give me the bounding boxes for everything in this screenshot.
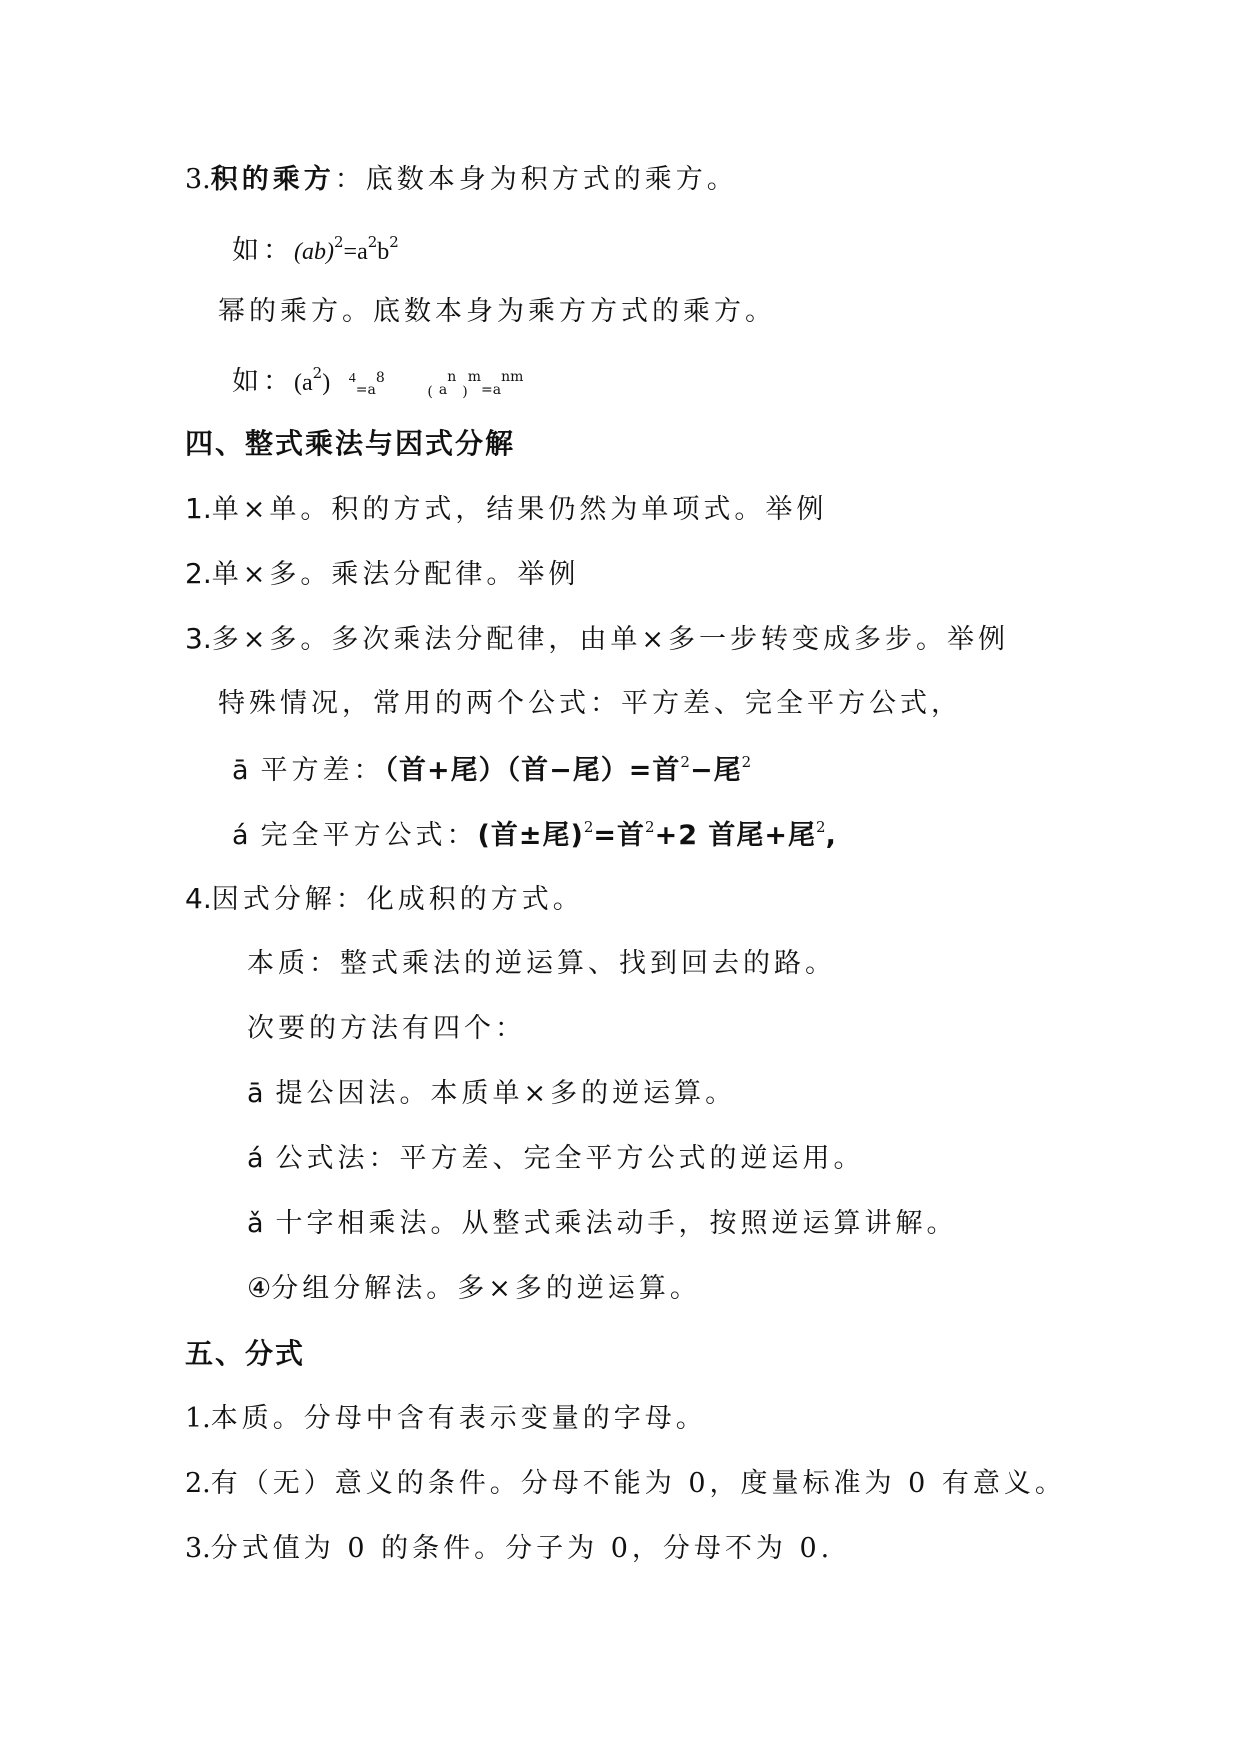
list-item bbox=[185, 1535, 833, 1562]
item-number: 3. bbox=[185, 164, 211, 195]
exponent: 2 bbox=[312, 364, 323, 382]
exponent-four: 4 bbox=[348, 371, 356, 386]
item-number: 4. bbox=[185, 882, 212, 915]
item-text: 多×多。多次乘法分配律，由单×多一步转变成多步。举例 bbox=[211, 624, 1009, 655]
method-text: 公式法：平方差、完全平方公式的逆运用。 bbox=[275, 1143, 865, 1174]
section-heading-4: 四、整式乘法与因式分解 bbox=[185, 427, 516, 460]
formula-rhs-b: b bbox=[377, 239, 390, 265]
formula-body: (首±尾) bbox=[477, 820, 584, 851]
paren-close: ) bbox=[462, 384, 468, 400]
item-text: 有（无）意义的条件。分母不能为 0，度量标准为 0 有意义。 bbox=[210, 1468, 1066, 1499]
equals-a: =a bbox=[481, 382, 502, 398]
item-number: 1. bbox=[185, 1403, 211, 1434]
exponent: 2 bbox=[583, 818, 594, 836]
formula-eq: =首 bbox=[593, 820, 646, 851]
section-heading-5: 五、分式 bbox=[185, 1337, 306, 1370]
item-text: 因式分解：化成积的方式。 bbox=[211, 884, 584, 915]
product-power-line bbox=[185, 166, 738, 193]
list-item bbox=[185, 557, 580, 590]
formula-close: ) bbox=[322, 370, 331, 396]
exponent: 2 bbox=[741, 753, 752, 771]
exponent: 2 bbox=[645, 818, 655, 836]
exponent: 2 bbox=[389, 233, 399, 251]
formula-lhs: (ab) bbox=[294, 239, 334, 265]
list-item bbox=[185, 492, 828, 525]
method-text: 提公因法。本质单×多的逆运算。 bbox=[275, 1078, 737, 1109]
formula-rhs-a: =a bbox=[343, 239, 368, 265]
item-number: 2. bbox=[185, 557, 212, 590]
item-number: 3. bbox=[185, 622, 212, 655]
example-product-power bbox=[232, 235, 399, 264]
method-item bbox=[247, 1080, 736, 1107]
bullet-marker: á bbox=[247, 1143, 264, 1174]
exponent-m: m bbox=[467, 369, 481, 385]
item-number: 2. bbox=[185, 1468, 211, 1499]
bullet-marker: á bbox=[232, 820, 249, 851]
method-item bbox=[247, 1275, 701, 1302]
list-item bbox=[185, 1470, 1066, 1497]
exponent-n: n bbox=[447, 369, 457, 385]
bullet-marker: ā bbox=[247, 1078, 264, 1109]
bullet-marker: ā bbox=[232, 755, 249, 786]
list-item bbox=[185, 1405, 707, 1432]
bullet-marker: ǎ bbox=[247, 1208, 264, 1239]
method-item bbox=[247, 1210, 958, 1237]
formula-mid: +2 首尾+尾 bbox=[654, 820, 817, 851]
formula-base: (a bbox=[294, 370, 313, 396]
exponent: 2 bbox=[367, 233, 378, 251]
item-text: 单×多。乘法分配律。举例 bbox=[211, 559, 580, 590]
example-prefix: 如： bbox=[232, 235, 294, 266]
exponent: 2 bbox=[680, 753, 690, 771]
item-text: 分式值为 0 的条件。分子为 0，分母不为 0. bbox=[210, 1533, 834, 1564]
power-of-power-line: 幂的乘方。底数本身为乘方方式的乘方。 bbox=[218, 296, 776, 327]
special-cases-line: 特殊情况，常用的两个公式：平方差、完全平方公式， bbox=[218, 688, 962, 719]
equals-a: =a bbox=[355, 382, 376, 398]
item-number: 3. bbox=[185, 1533, 211, 1564]
formula-perfect-square bbox=[232, 820, 840, 849]
method-text: 十字相乘法。从整式乘法动手，按照逆运算讲解。 bbox=[275, 1208, 958, 1239]
item-text: 本质。分母中含有表示变量的字母。 bbox=[210, 1403, 707, 1434]
formula-difference-of-squares bbox=[232, 755, 751, 784]
formula-label: 完全平方公式： bbox=[260, 820, 478, 851]
item-label: 积的乘方 bbox=[210, 164, 335, 195]
item-number: 1. bbox=[185, 492, 212, 525]
exponent-nm: nm bbox=[501, 369, 524, 385]
exponent-eight: 8 bbox=[375, 370, 385, 386]
item-text: 单×单。积的方式，结果仍然为单项式。举例 bbox=[211, 494, 828, 525]
list-item bbox=[185, 622, 1009, 655]
method-item bbox=[247, 1145, 865, 1172]
exponent: 2 bbox=[816, 818, 826, 836]
methods-intro: 次要的方法有四个： bbox=[247, 1013, 526, 1044]
list-item bbox=[185, 882, 584, 915]
bullet-marker: ④ bbox=[247, 1273, 272, 1304]
base-a: a bbox=[438, 382, 448, 398]
example-power-of-power bbox=[232, 364, 524, 400]
exponent: 2 bbox=[333, 233, 344, 251]
essence-line: 本质：整式乘法的逆运算、找到回去的路。 bbox=[247, 948, 836, 979]
formula-end: , bbox=[825, 820, 840, 851]
formula-label: 平方差： bbox=[260, 755, 385, 786]
method-text: 分组分解法。多×多的逆运算。 bbox=[271, 1273, 701, 1304]
formula-body: （首+尾）（首−尾）=首 bbox=[384, 755, 681, 786]
paren-open: ( bbox=[427, 384, 433, 400]
item-text: ：底数本身为积方式的乘方。 bbox=[334, 164, 738, 195]
example-prefix: 如： bbox=[232, 366, 294, 397]
formula-minus: −尾 bbox=[689, 755, 742, 786]
